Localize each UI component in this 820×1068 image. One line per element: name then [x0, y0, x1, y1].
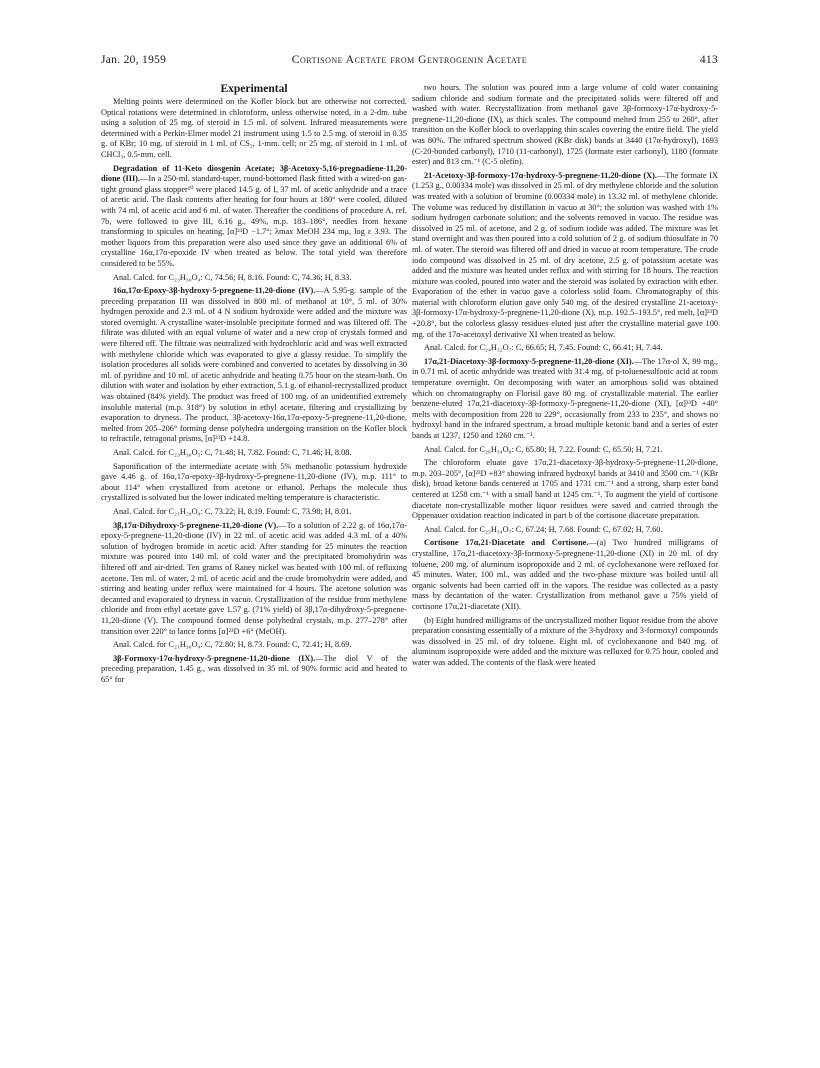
paragraph: [412, 171, 718, 341]
section-title: Experimental: [220, 83, 288, 95]
paragraph: [101, 286, 407, 445]
paragraph: [101, 654, 407, 686]
paragraph-text: —The 17α-ol X, 99 mg., in 0.71 ml. of acetic anhydride was treated with 31.4 mg. of p-toluenesulfonic acid at room temperature overnight. On decomposing with water an amorphous solid was obtained which on chromatography on Florisil gave 80 mg. of crystallizable material. The earlier benzene-eluted 17α,21-diacetoxy-3β-formoxy-5-pregnene-11,20-dione (XI), [α]²³D +40° melts with decomposition from 228 to 229°, occasionally from 233 to 235°, and shows no hydroxyl band in the infrared spectrum, a broad multiple ketonic band and a series of ester bands at 1237, 1250 and 1260 cm.⁻¹.: [412, 356, 718, 440]
left-column: [101, 83, 407, 685]
paragraph-text: Anal. Calcd. for C₂₃H₃₀O₄: C, 74.56; H, 8.16. Found: C, 74.36; H, 8.33.: [113, 272, 352, 282]
paragraph-text: Anal. Calcd. for C₂₄H₃₂O₇: C, 66.65; H, 7.45. Found: C, 66.41; H, 7.44.: [424, 343, 663, 353]
paragraph: [412, 445, 718, 456]
right-column: [412, 83, 718, 668]
paragraph: [101, 507, 407, 518]
page-number: 413: [699, 54, 718, 66]
paragraph-text: (b) Eight hundred milligrams of the uncrystallized mother liquor residue from the above preparation consisting essentially of a mixture of the 3-hydroxy and 3-formoxyl compounds was dissolved in 25 ml. of dry toluene. Eight ml. of cyclohexanone and 840 mg. of aluminum isopropoxide were added and the mixture was refluxed for 0.75 hour, cooled and water was added. The contents of the flask were heated: [412, 615, 718, 667]
paragraph-heading: 21-Acetoxy-3β-formoxy-17α-hydroxy-5-pregnene-11,20-dione (X).: [424, 170, 657, 180]
paragraph-text: Anal. Calcd. for C₂₃H₃₀O₅: C, 71.48; H, 7.82. Found: C, 71.46; H, 8.08.: [113, 448, 352, 457]
paragraph-heading: 16α,17α-Epoxy-3β-hydroxy-5-pregnene-11,20-dione (IV).: [113, 286, 316, 296]
paragraph-text: —The diol V of the preceding preparation, 1.45 g., was dissolved in 35 ml. of 90% formic acid and heated to 65° for: [101, 653, 408, 684]
paragraph: [412, 343, 718, 354]
paragraph-heading: 3β,17α-Dihydroxy-5-pregnene-11,20-dione (V).: [113, 520, 279, 530]
paragraph-text: two hours. The solution was poured into a large volume of cold water containing sodium chloride and sodium formate and the precipitated solids were filtered off and washed with water. Recrystallization from methanol gave 3β-formoxy-17α-hydroxy-5-pregnene-11,20-dione (IX), as thick scales. The compound melted from 255 to 260°, after transition on the Kofler block to overlapping thin scales covering the entire field. The yield was 80%. The infrared spectrum showed (KBr disk) bands at 3440 (17α-hydroxyl), 1693 (C-20-bonded carbonyl), 1710 (11-carbonyl), 1725 (formate ester carbonyl), 1180 (formate ester) and 813 cm.⁻¹ (C-5 olefin).: [412, 83, 718, 167]
paragraph: [101, 521, 407, 638]
paragraph: [101, 273, 407, 284]
paragraph-text: —A 5.95-g. sample of the preceding preparation III was dissolved in 800 ml. of methanol at 10°, 5 ml. of 30% hydrogen peroxide and 2.3 ml. of 4 N sodium hydroxide were added and the mixture was stored overnight. A crystalline water-insoluble precipitate formed and was filtered off. The filtrate was diluted with an equal volume of water and a new crop of crystals formed and were filtered off. The filtrate was neutralized with hydrochloric acid and was well extracted with methylene chloride which was evaporated to give a glassy residue. To simplify the isolation procedures all solids were combined and converted to acetates by dissolving in 30 ml. of pyridine and 10 ml. of acetic anhydride and heating 0.75 hour on the steam-bath. On dilution with water and isolation by ether extraction, 5.1 g. of ethanol-recrystallized product was obtained (84% yield). The product was freed of 100 mg. of an unidentified extremely insoluble material (m.p. 318°) by solution in ethyl acetate, filtering and crystallizing by evaporation to dryness. The product, 3β-acetoxy-16α,17α-epoxy-5-pregnene-11,20-dione, melted from 205–206° forming dense polyhedra undergoing transition on the Kofler block to refractile, tetragonal prisms, [α]²³D +14.8.: [101, 286, 407, 444]
paragraph: [412, 83, 718, 168]
paragraph-text: Melting points were determined on the Kofler block but are otherwise not corrected. Optical rotations were determined in chloroform, unless otherwise noted, in a 2-dm. tube using a solution of 25 mg. of steroid in 1.5 ml. of solvent. Infrared measurements were determined with a Perkin-Elmer model 21 instrument using 1.5 to 2.5 mg. of steroid in 0.35 g. of KBr; 10 mg. of steroid in 1 ml. of CS₂, 1-mm. cell; or 25 mg. of steroid in 1 ml. of CHCl₃, 0.5-mm. cell.: [101, 97, 407, 159]
paragraph-text: Anal. Calcd. for C₂₁H₃₀O₄: C, 72.80; H, 8.73. Found: C, 72.41; H, 8.69.: [113, 640, 352, 650]
running-title: Cortisone Acetate from Gentrogenin Acetate: [291, 54, 528, 66]
paragraph-heading: 3β-Formoxy-17α-hydroxy-5-pregnene-11,20-dione (IX).: [113, 653, 316, 663]
paragraph: [101, 97, 407, 161]
issue-date: Jan. 20, 1959: [101, 54, 167, 66]
paragraph: [412, 458, 718, 522]
paragraph-text: Saponification of the intermediate acetate with 5% methanolic potassium hydroxide gave 4.46 g. of 16α,17α-epoxy-3β-hydroxy-5-pregnene-11,20-dione (IV), m.p. 111° to about 114° when crystallized from acetone or ethanol. Perhaps the molecule thus crystallized is solvated but the lower indicated melting temperature is characteristic.: [101, 461, 407, 503]
paragraph-text: The chloroform eluate gave 17α,21-diacetoxy-3β-hydroxy-5-pregnene-11,20-dione, m.p. 203–205°, [α]²³D +83° showing infrared hydroxyl bands at 3410 and 3500 cm.⁻¹ (KBr disk), broad ketone bands centered at 1705 and 1731 cm.⁻¹ and a strong, sharp ester band centered at 1258 cm.⁻¹ with a small band at 1245 cm.⁻¹. To augment the yield of cortisone diacetate non-crystallizable mother liquor residues were saved and carried through the Oppenauer oxidation reaction indicated in part b of the cortisone diacetate preparation.: [412, 458, 718, 521]
paragraph-text: —The formate IX (1.253 g., 0.00334 mole) was dissolved in 25 ml. of dry methylene chloride and the solution was treated with a solution of bromine (0.00334 mole) in 13.32 ml. of methylene chloride. The volume was reduced by distillation in vacuo at 30°; the solution was washed with 1% sodium hydrogen carbonate solution; and the solvents removed in vacuo. The residue was dissolved in 25 ml. of acetone, and 2 g. of sodium iodide was added. The mixture was let stand overnight and was then poured into a cold solution of 2 g. of sodium thiosulfate in 70 ml. of water. The steroid was filtered off and dried in vacuo at room temperature. The crude iodo compound was dissolved in 25 ml. of dry acetone, 2.5 g. of potassium acetate was added and the mixture was heated under reflux and with stirring for 18 hours. The reaction mixture was cooled, poured into water and the steroid was isolated by extraction with ether. Evaporation of the ether in vacuo gave a colorless solid foam. Chromatography of this material with chloroform elution gave only 540 mg. of the desired crystalline 21-acetoxy-3β-formoxy-17α-hydroxy-5-pregnene-11,20-dione (X), m.p. 192.5–193.5°, red melt, [α]²³D +20.8°, but the colorless glassy residues eluted just after the crystalline material gave 100 mg. of the 17α-acetoxyl derivative XI when treated as below.: [412, 170, 718, 339]
paragraph-text: —To a solution of 2.22 g. of 16α,17α-epoxy-5-pregnene-11,20-dione (IV) in 22 ml. of acetic acid was added 4.3 ml. of a 40% solution of hydrogen bromide in acetic acid. After standing for 25 minutes the reaction mixture was poured into 140 ml. of cold water and the precipitated bromohydrin was filtered off and air-dried. Ten grams of Raney nickel was heated with 100 ml. of refluxing acetone. Ten ml. of water, 2 ml. of acetic acid and the crude bromohydrin were added, and stirring and heating under reflux were maintained for 4 hours. The acetone solution was decanted and evaporated to dryness in vacuo. Crystallization of the residue from methylene chloride and from ethyl acetate gave 1.57 g. (71% yield) of 3β,17α-dihydroxy-5-pregnene-11,20-dione (V). The compound formed dense polyhedral crystals, m.p. 277–278° after transition over 220° to lance forms [α]²³D +6° (MeOH).: [101, 520, 407, 636]
paragraph: [412, 538, 718, 612]
paragraph-text: —(a) Two hundred milligrams of crystalline, 17α,21-diacetoxy-3β-formoxy-5-pregnene-11,20-dione (XI) in 20 ml. of dry toluene, 200 mg. of aluminum isopropoxide and 2 ml. of cyclohexanone were refluxed for 45 minutes. Water, 100 ml., was added and the two-phase mixture was boiled until all organic solvents had been carried off in the vapors. The residue was collected as a pasty mass by decantation of the water. Crystallization from methanol gave a 75% yield of cortisone 17α,21-diacetate (XII).: [412, 538, 718, 611]
paragraph: [412, 616, 718, 669]
paragraph: [101, 448, 407, 459]
paragraph-heading: Cortisone 17α,21-Diacetate and Cortisone.: [424, 538, 589, 548]
running-header: [101, 54, 718, 70]
paragraph-text: —In a 250-ml. standard-taper, round-bottomed flask fitted with a wired-on gas-tight ground glass stopper¹⁰ were placed 14.5 g. of I, 37 ml. of acetic anhydride and a trace of acetic acid. The flask contents after heating for four hours at 180° were cooled, diluted with 74 ml. of acetic acid and 6 ml. of water. Thereafter the conditions of procedure A, ref. 7b, were followed to give III, 6.16 g., 49%, m.p. 183–186°, needles from hexane transforming to spicules on heating, [α]²³D −1.7°; λmax MeOH 234 mμ, log ε 3.93. The mother liquors from this preparation were also used since they gave an additional 6% of crystalline 16α,17α-epoxide IV when treated as below. The total yield was therefore considered to be 55%.: [101, 174, 407, 268]
paragraph-text: Anal. Calcd. for C₂₁H₂₈O₄: C, 73.22; H, 8.19. Found: C, 73.98; H, 8.01.: [113, 506, 352, 516]
paragraph-heading: Degradation of 11-Keto diosgenin Acetate; 3β-Acetoxy-5,16-pregnadiene-11,20-dione (III).: [101, 163, 407, 184]
paragraph: [101, 640, 407, 651]
paragraph-text: Anal. Calcd. for C₂₅H₃₄O₇: C, 67.24; H, 7.68. Found: C, 67.02; H, 7.60.: [424, 524, 663, 534]
paragraph: [412, 525, 718, 536]
paragraph: [101, 462, 407, 504]
paragraph-text: Anal. Calcd. for C₂₆H₃₄O₈: C, 65.80; H, 7.22. Found: C, 65.50; H, 7.21.: [424, 444, 663, 454]
paragraph: [101, 164, 407, 270]
paragraph: [412, 357, 718, 442]
paragraph-heading: 17α,21-Diacetoxy-3β-formoxy-5-pregnene-11,20-dione (XI).: [424, 356, 634, 366]
